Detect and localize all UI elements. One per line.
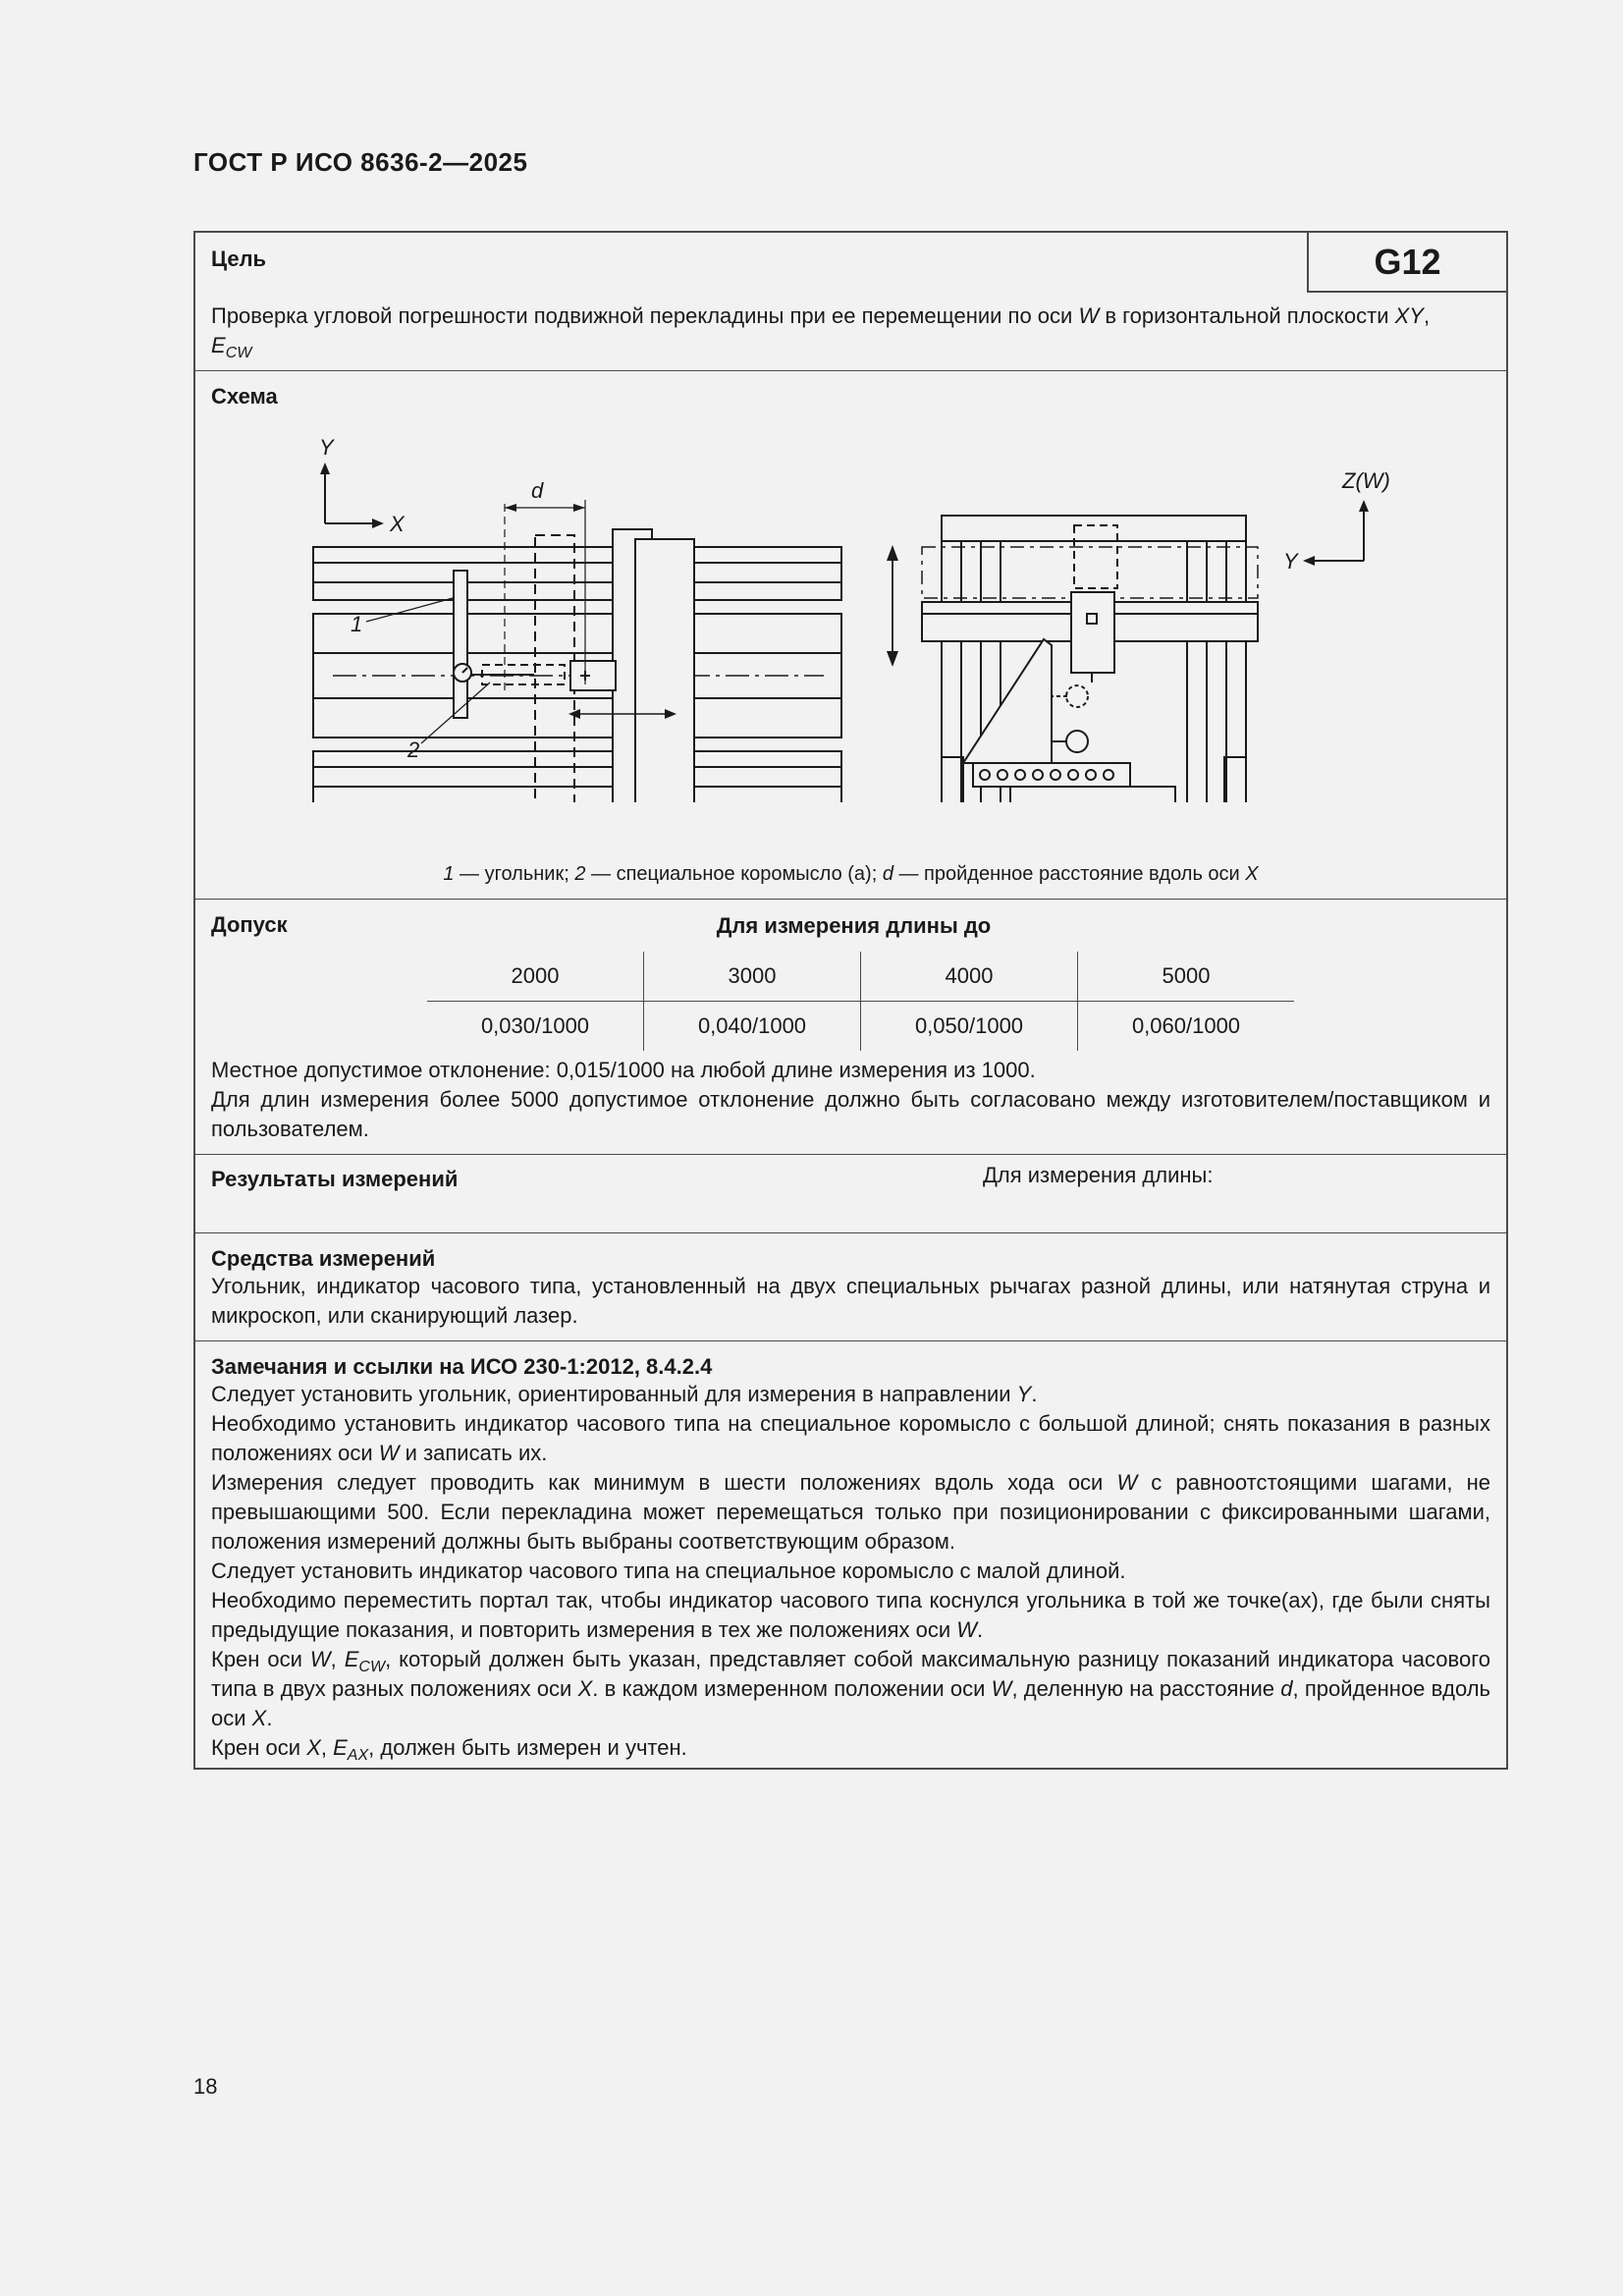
scheme-drawing	[195, 370, 1510, 802]
tolerance-value-cell: 0,040/1000	[644, 1002, 861, 1052]
length-cell: 2000	[427, 952, 644, 1002]
goal-text: Проверка угловой погрешности подвижной перекладины при ее перемещении по оси W в горизонтальной плоскости XY, $E_{CW}$	[211, 303, 1431, 361]
notes-paragraph: Следует установить угольник, ориентированный для измерения в направлении Y.	[211, 1382, 1038, 1406]
axis-label-x: X	[390, 512, 405, 536]
rail-top	[313, 547, 841, 600]
scheme-label: Схема	[211, 384, 278, 409]
right-column	[1187, 541, 1246, 802]
tolerance-note-long: Для длин измерения более 5000 допустимое отклонение должно быть согласовано между изготовителем/поставщиком и пользователем.	[211, 1087, 1490, 1141]
tolerance-notes	[211, 1056, 1490, 1144]
instruments-label: Средства измерений	[211, 1246, 436, 1271]
notes-paragraph: Крен оси W, $E_{CW}$, который должен быть указан, представляет собой максимальную разницу показаний индикатора часового типа в двух разных положениях оси X. в каждом измеренном положении оси W, деленную на расстояние d, пройденное вдоль оси X.	[211, 1647, 1490, 1730]
table-section	[1010, 787, 1175, 802]
axis-label-y: Y	[319, 435, 334, 460]
left-diagram-labels	[319, 435, 544, 762]
tolerance-value-cell: 0,050/1000	[861, 1002, 1078, 1052]
length-cell: 3000	[644, 952, 861, 1002]
page-number: 18	[193, 2074, 218, 2099]
right-diagram	[887, 500, 1369, 802]
length-cell: 4000	[861, 952, 1078, 1002]
tolerance-table	[427, 952, 1294, 1051]
notes-text	[211, 1380, 1490, 1763]
ram-carriage	[635, 539, 694, 802]
callout-2: 2	[407, 738, 420, 762]
dial-indicator-upper	[1066, 685, 1088, 707]
divider	[195, 1154, 1506, 1155]
right-diagram-labels	[1283, 468, 1390, 574]
dial-indicator-lower	[1066, 731, 1088, 752]
top-crossmember	[942, 516, 1246, 541]
angle-square	[963, 639, 1052, 763]
table-row	[427, 1002, 1294, 1052]
x-axis-arrowhead	[372, 519, 384, 528]
notes-paragraph: Следует установить индикатор часового типа на специальное коромысло с малой длиной.	[211, 1558, 1126, 1583]
dimension-label-d: d	[531, 478, 544, 503]
ram-upper-position	[1074, 525, 1117, 588]
ram	[1071, 592, 1114, 673]
tolerance-value-cell: 0,030/1000	[480, 1013, 590, 1038]
table-row	[427, 952, 1294, 1002]
axis-label-y-right: Y	[1283, 549, 1298, 574]
instruments-text: Угольник, индикатор часового типа, установленный на двух специальных рычагах разной длины, или натянутая струна и микроскоп, или сканирующий лазер.	[211, 1274, 1490, 1328]
rail-bottom	[313, 751, 841, 802]
notes-paragraph: Измерения следует проводить как минимум в шести положениях вдоль хода оси W с равноотстоящими шагами, не превышающими 500. Если перекладина может перемещаться только при позиционировании с фиксированными шагами, положения измерений должны быть выбраны соответствующим образом.	[211, 1470, 1490, 1554]
notes-paragraph: Необходимо установить индикатор часового типа на специальное коромысло с большой длиной; снять показания в разных положениях оси W и записать их.	[211, 1411, 1490, 1465]
divider	[195, 1340, 1506, 1341]
notes-label: Замечания и ссылки на ИСО 230-1:2012, 8.4.2.4	[211, 1354, 713, 1379]
square-tool	[454, 571, 467, 718]
results-label: Результаты измерений	[211, 1167, 459, 1191]
beam-position-1	[535, 535, 574, 802]
notes-paragraph: Крен оси X, $E_{AX}$, должен быть измерен и учтен.	[211, 1735, 687, 1764]
notes-paragraph: Необходимо переместить портал так, чтобы индикатор часового типа коснулся угольника в той же точке(ах), где были сняты предыдущие показания, и повторить измерения в тех же положениях оси W.	[211, 1588, 1490, 1642]
callout-leader-1	[366, 598, 453, 622]
axis-label-z-w: Z(W)	[1342, 468, 1390, 493]
test-code: G12	[1374, 241, 1441, 282]
test-sheet-frame	[193, 231, 1508, 1770]
scheme-caption: 1 — угольник; 2 — специальное коромысло (а); d — пройденное расстояние вдоль оси X	[443, 863, 1259, 885]
tolerance-label: Допуск	[211, 912, 288, 937]
divider	[195, 1232, 1506, 1233]
tolerance-value-cell: 0,060/1000	[1078, 1002, 1295, 1052]
tolerance-column-header: Для измерения длины до	[716, 913, 992, 938]
results-length-label: Для измерения длины:	[983, 1163, 1214, 1187]
goal-label: Цель	[211, 246, 267, 271]
length-cell: 5000	[1078, 952, 1295, 1002]
divider	[195, 899, 1506, 900]
tolerance-note-local: Местное допустимое отклонение: 0,015/1000 на любой длине измерения из 1000.	[211, 1058, 1036, 1082]
test-code-box	[1307, 233, 1506, 293]
callout-1: 1	[351, 612, 363, 636]
y-axis-arrowhead	[320, 463, 330, 474]
document-code: ГОСТ Р ИСО 8636-2—2025	[193, 147, 528, 177]
